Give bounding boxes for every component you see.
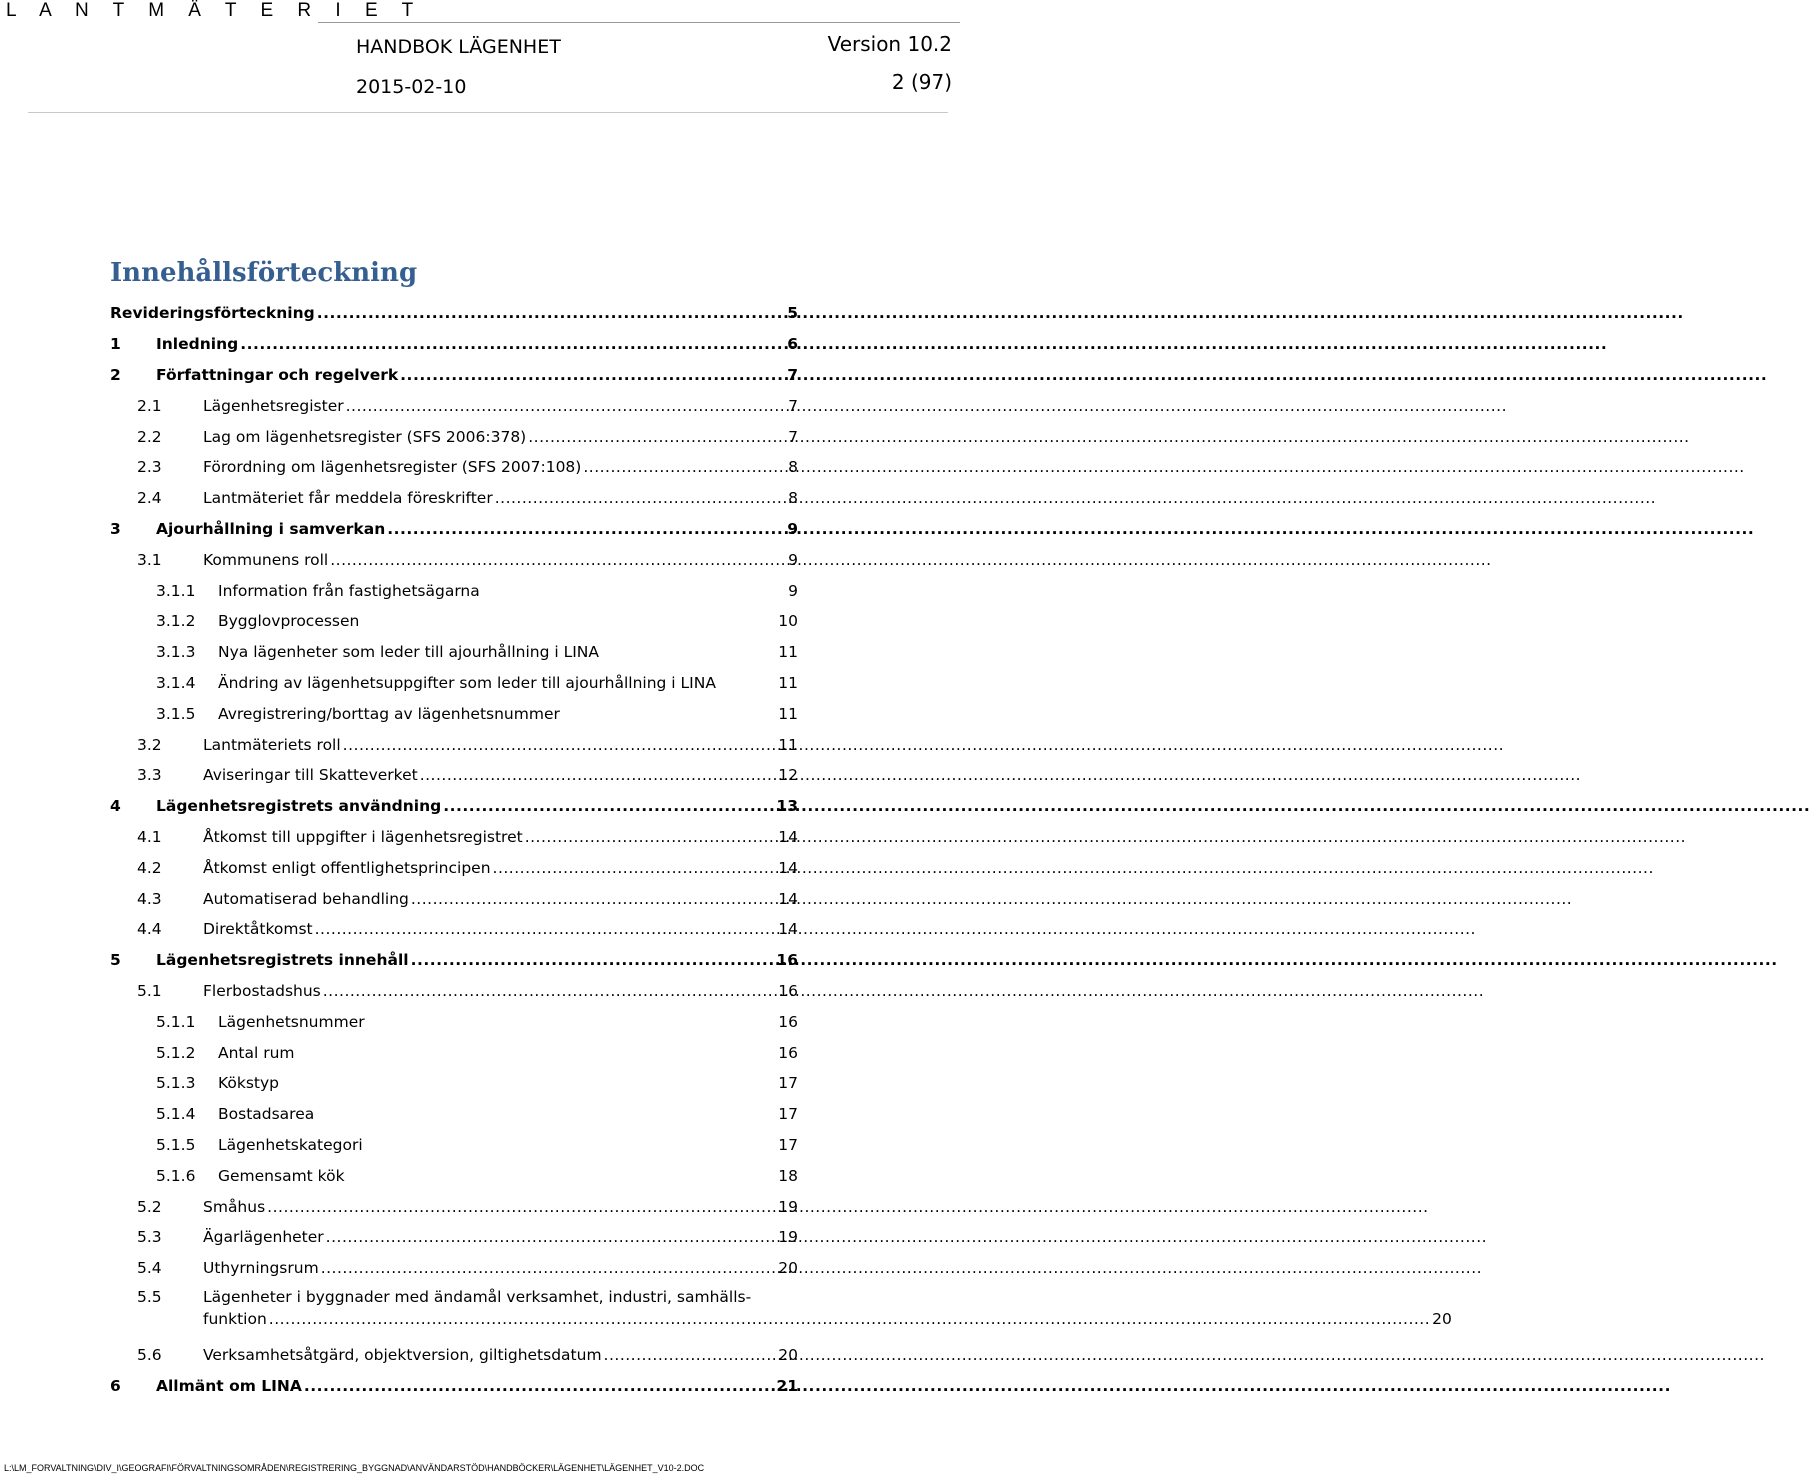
toc-entry-page: 8 (788, 489, 798, 508)
toc-entry[interactable] (110, 1037, 798, 1068)
toc-entry-page: 7 (788, 427, 798, 446)
toc-entry[interactable] (110, 1370, 798, 1401)
toc-entry-number: 5.1.3 (156, 1074, 196, 1093)
toc-entry-page: 16 (778, 1012, 798, 1031)
toc-entry-text: Lantmäteriet får meddela föreskrifter (203, 489, 493, 508)
toc-entry-number: 5.1.2 (156, 1043, 196, 1062)
document-title: HANDBOK LÄGENHET (356, 36, 561, 58)
toc-entry-number: 3.1.3 (156, 643, 196, 662)
toc-entry[interactable] (110, 329, 798, 360)
toc-entry-text: Lägenhetsnummer (218, 1012, 365, 1031)
toc-entry-text: Avregistrering/borttag av lägenhetsnummer (218, 704, 560, 723)
toc-entry-number: 4 (110, 797, 121, 816)
document-date: 2015-02-10 (356, 76, 467, 98)
toc-entry-text: Information från fastighetsägarna (218, 581, 480, 600)
toc-entry-number: 6 (110, 1376, 121, 1395)
toc-entry-text: Kommunens roll (203, 550, 329, 569)
header-divider (318, 22, 960, 23)
toc-entry[interactable] (110, 544, 798, 575)
toc-entry-page: 12 (778, 766, 798, 785)
toc-entry[interactable] (110, 822, 798, 853)
toc-entry-number: 2.2 (137, 427, 162, 446)
toc-entry-text: Ajourhållning i samverkan (156, 519, 386, 538)
toc-entry-number: 4.4 (137, 920, 162, 939)
toc-entry-page: 17 (778, 1074, 798, 1093)
toc-entry-text: Allmänt om LINA (156, 1376, 302, 1395)
toc-entry-page: 5 (787, 304, 798, 323)
toc-entry[interactable] (110, 668, 798, 699)
toc-entry-text: Inledning (156, 335, 239, 354)
toc-entry-text: Författningar och regelverk (156, 365, 399, 384)
document-version: Version 10.2 (827, 32, 952, 56)
toc-entry[interactable] (110, 1068, 798, 1099)
toc-entry[interactable] (110, 976, 798, 1007)
toc-entry-number: 5.1.5 (156, 1135, 196, 1154)
toc-entry-page: 20 (778, 1259, 798, 1278)
toc-entry[interactable] (110, 883, 798, 914)
toc-entry-number: 2.1 (137, 396, 162, 415)
toc-entry-page: 16 (778, 1043, 798, 1062)
toc-entry[interactable] (110, 421, 798, 452)
toc-entry-number: 3.3 (137, 766, 162, 785)
toc-entry-page: 7 (787, 365, 798, 384)
toc-entry-page: 11 (778, 735, 798, 754)
toc-entry-text: Kökstyp (218, 1074, 280, 1093)
toc-entry-text: Aviseringar till Skatteverket (203, 766, 418, 785)
toc-entry[interactable] (110, 637, 798, 668)
toc-entry-text: Småhus (203, 1197, 266, 1216)
toc-entry-text: Lägenhetskategori (218, 1135, 363, 1154)
toc-entry-page: 13 (776, 797, 798, 816)
toc-entry[interactable] (110, 1222, 798, 1253)
toc-entry[interactable] (110, 298, 798, 329)
toc-entry-text: Åtkomst till uppgifter i lägenhetsregistret (203, 827, 523, 846)
toc-entry-text: Lägenhetsregistrets användning (156, 797, 442, 816)
toc-entry-text: Automatiserad behandling (203, 889, 409, 908)
toc-entry-page: 11 (778, 704, 798, 723)
toc-entry-number: 3.2 (137, 735, 162, 754)
toc-entry-page: 20 (1432, 1309, 1452, 1328)
toc-entry-number: 2 (110, 365, 121, 384)
toc-entry-text: Förordning om lägenhetsregister (SFS 2007:108) (203, 458, 582, 477)
toc-entry-text: Åtkomst enligt offentlighetsprincipen (203, 858, 491, 877)
toc-entry[interactable] (110, 1006, 798, 1037)
toc-entry-page: 9 (787, 519, 798, 538)
toc-entry-text: Lag om lägenhetsregister (SFS 2006:378) (203, 427, 527, 446)
toc-entry-page: 17 (778, 1135, 798, 1154)
toc-entry[interactable] (110, 390, 798, 421)
toc-entry[interactable] (110, 606, 798, 637)
toc-entry[interactable] (110, 1284, 1452, 1340)
toc-entry-number: 5.3 (137, 1228, 162, 1247)
toc-entry[interactable] (110, 1191, 798, 1222)
toc-entry-page: 16 (778, 981, 798, 1000)
toc-entry[interactable] (110, 514, 798, 545)
table-of-contents (110, 298, 1452, 1401)
toc-entry-page: 21 (776, 1376, 798, 1395)
toc-entry[interactable] (110, 729, 798, 760)
toc-entry-number: 3.1.4 (156, 673, 196, 692)
toc-entry-number: 5.1.1 (156, 1012, 196, 1031)
toc-entry[interactable] (110, 791, 798, 822)
toc-entry-number: 5.1.6 (156, 1166, 196, 1185)
toc-entry[interactable] (110, 760, 798, 791)
toc-entry[interactable] (110, 575, 798, 606)
toc-entry-number: 5.5 (137, 1287, 162, 1306)
toc-entry-page: 8 (788, 458, 798, 477)
toc-entry-number: 5.2 (137, 1197, 162, 1216)
toc-entry-number: 5 (110, 951, 121, 970)
toc-entry-text: Ägarlägenheter (203, 1228, 324, 1247)
toc-entry[interactable] (110, 1253, 798, 1284)
toc-entry-text: Lägenheter i byggnader med ändamål verksamhet, industri, samhälls- (203, 1287, 752, 1306)
toc-entry-page: 20 (778, 1345, 798, 1364)
toc-entry[interactable] (110, 1099, 798, 1130)
toc-entry-page: 19 (778, 1197, 798, 1216)
toc-entry-number: 3.1.1 (156, 581, 196, 600)
toc-entry-number: 2.4 (137, 489, 162, 508)
brand-wordmark: L A N T M Ä T E R I E T (6, 0, 423, 21)
toc-entry-number: 3.1.2 (156, 612, 196, 631)
toc-entry[interactable] (110, 483, 798, 514)
toc-entry-page: 9 (788, 550, 798, 569)
toc-entry-number: 5.4 (137, 1259, 162, 1278)
toc-entry-number: 4.1 (137, 827, 162, 846)
toc-entry-page: 14 (778, 889, 798, 908)
toc-entry-text: Revideringsförteckning (110, 304, 315, 323)
toc-entry[interactable] (110, 1130, 798, 1161)
toc-entry-text-continued: funktion (203, 1309, 267, 1328)
toc-entry[interactable] (110, 852, 798, 883)
toc-entry-text: Lägenhetsregistrets innehåll (156, 951, 409, 970)
toc-entry[interactable] (110, 1160, 798, 1191)
toc-entry-number: 5.1 (137, 981, 162, 1000)
toc-entry-page: 6 (787, 335, 798, 354)
toc-entry-number: 1 (110, 335, 121, 354)
toc-entry-number: 3.1 (137, 550, 162, 569)
toc-entry-text: Direktåtkomst (203, 920, 313, 939)
toc-entry-text: Gemensamt kök (218, 1166, 345, 1185)
toc-entry-text: Lägenhetsregister (203, 396, 344, 415)
toc-entry[interactable] (110, 698, 798, 729)
footer-file-path: L:\LM_FORVALTNING\DIV_I\GEOGRAFI\FÖRVALTNINGSOMRÅDEN\REGISTRERING_BYGGNAD\ANVÄNDARSTÖD\HANDBÖCKER\LÄGENHET\LÄGENHET_V10-2.DOC (4, 1463, 705, 1473)
toc-entry-number: 5.1.4 (156, 1105, 196, 1124)
toc-entry-text: Antal rum (218, 1043, 295, 1062)
toc-entry-text: Verksamhetsåtgärd, objektversion, giltighetsdatum (203, 1345, 602, 1364)
toc-entry-page: 14 (778, 827, 798, 846)
toc-entry-page: 16 (776, 951, 798, 970)
toc-entry-text: Ändring av lägenhetsuppgifter som leder till ajourhållning i LINA (218, 673, 716, 692)
toc-entry-text: Uthyrningsrum (203, 1259, 319, 1278)
toc-entry-text: Bygglovprocessen (218, 612, 360, 631)
toc-entry-text: Lantmäteriets roll (203, 735, 341, 754)
page-number: 2 (97) (891, 70, 952, 94)
toc-entry-page: 11 (778, 673, 798, 692)
toc-entry-page: 10 (778, 612, 798, 631)
toc-entry-number: 2.3 (137, 458, 162, 477)
toc-entry-number: 3 (110, 519, 121, 538)
header-bottom-divider (28, 112, 948, 113)
toc-entry-text: Nya lägenheter som leder till ajourhållning i LINA (218, 643, 599, 662)
toc-entry[interactable] (110, 945, 798, 976)
toc-entry-number: 4.3 (137, 889, 162, 908)
toc-entry-page: 19 (778, 1228, 798, 1247)
toc-entry[interactable] (110, 360, 798, 391)
toc-entry-text: Bostadsarea (218, 1105, 315, 1124)
toc-entry[interactable] (110, 1340, 798, 1371)
toc-entry-page: 7 (788, 396, 798, 415)
toc-entry[interactable] (110, 452, 798, 483)
toc-entry[interactable] (110, 914, 798, 945)
toc-entry-number: 3.1.5 (156, 704, 196, 723)
toc-entry-number: 4.2 (137, 858, 162, 877)
toc-entry-page: 14 (778, 858, 798, 877)
toc-entry-page: 14 (778, 920, 798, 939)
toc-heading: Innehållsförteckning (110, 258, 418, 288)
toc-entry-text: Flerbostadshus (203, 981, 321, 1000)
toc-entry-page: 9 (788, 581, 798, 600)
toc-entry-number: 5.6 (137, 1345, 162, 1364)
toc-entry-page: 11 (778, 643, 798, 662)
toc-entry-page: 18 (778, 1166, 798, 1185)
toc-entry-page: 17 (778, 1105, 798, 1124)
